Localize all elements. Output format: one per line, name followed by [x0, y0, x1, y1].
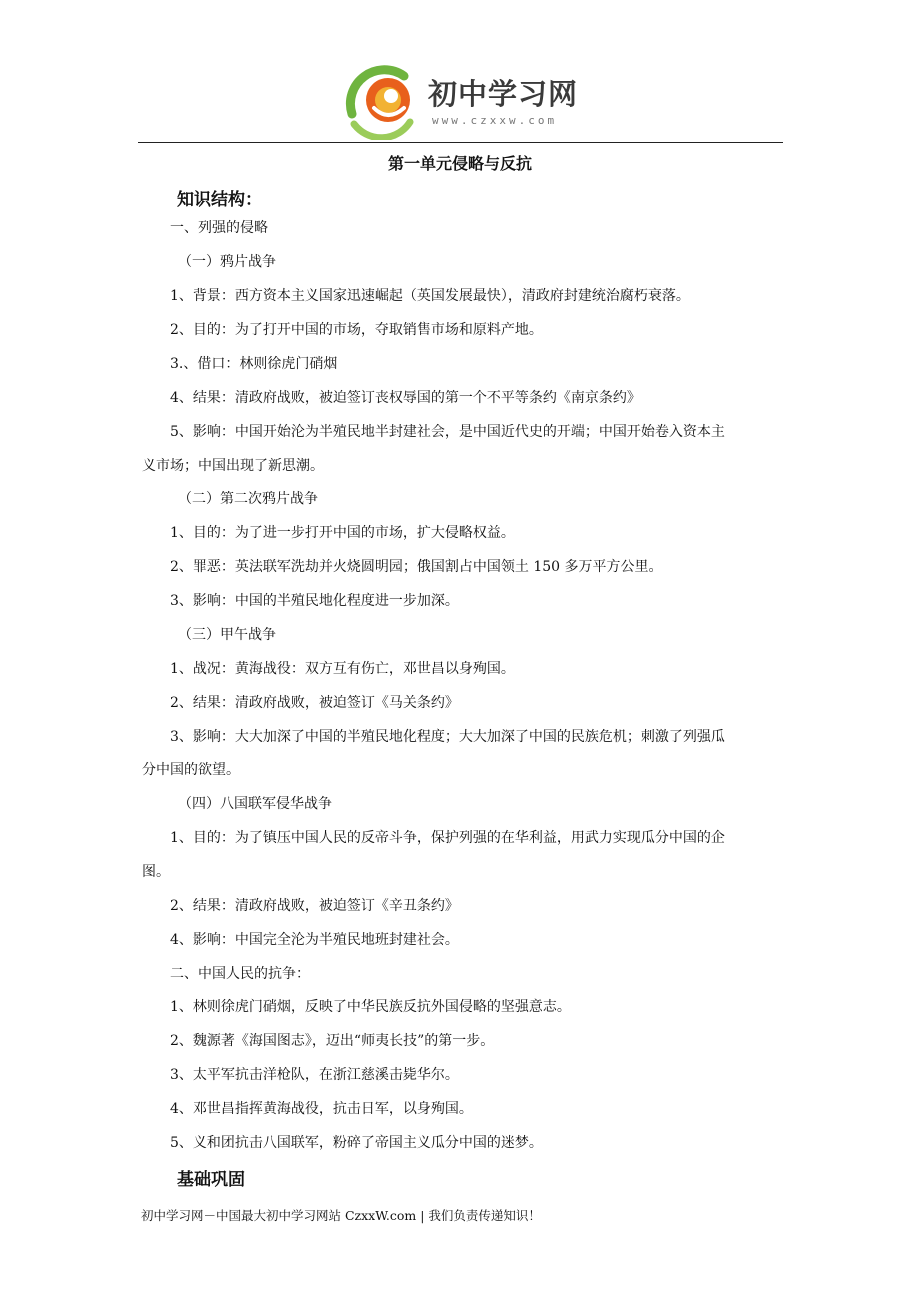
- text-line: 3、太平军抗击洋枪队，在浙江慈溪击毙华尔。: [170, 1067, 459, 1083]
- section-heading-knowledge: 知识结构：: [177, 190, 262, 210]
- text-line: 5、义和团抗击八国联军，粉碎了帝国主义瓜分中国的迷梦。: [170, 1135, 543, 1151]
- text-line: 4、邓世昌指挥黄海战役，抗击日军，以身殉国。: [170, 1101, 473, 1117]
- text-line: 2、目的：为了打开中国的市场，夺取销售市场和原料产地。: [170, 322, 543, 338]
- text-line: 二、中国人民的抗争：: [170, 966, 310, 982]
- logo-url[interactable]: www.czxxw.com: [432, 114, 558, 127]
- document-title: 第一单元侵略与反抗: [387, 154, 532, 173]
- site-logo[interactable]: [344, 64, 584, 140]
- text-line: （一）鸦片战争: [178, 254, 276, 270]
- text-line: 图。: [142, 864, 170, 880]
- text-line: 2、魏源著《海国图志》，迈出“师夷长技”的第一步。: [170, 1033, 495, 1049]
- text-line: 2、罪恶：英法联军洗劫并火烧圆明园；俄国割占中国领土 150 多万平方公里。: [170, 559, 663, 575]
- text-line: 3、影响：中国的半殖民地化程度进一步加深。: [170, 593, 459, 609]
- logo-emblem-icon: [344, 64, 424, 140]
- text-line: 1、林则徐虎门硝烟，反映了中华民族反抗外国侵略的坚强意志。: [170, 999, 571, 1015]
- page-footer: 初中学习网－中国最大初中学习网站 CzxxW.com | 我们负责传递知识！: [141, 1208, 541, 1223]
- text-line: （三）甲午战争: [178, 627, 276, 643]
- logo-title: 初中学习网: [428, 77, 579, 111]
- text-line: 1、目的：为了镇压中国人民的反帝斗争，保护列强的在华利益，用武力实现瓜分中国的企: [170, 830, 725, 846]
- text-line: 3.、借口：林则徐虎门硝烟: [170, 356, 338, 372]
- text-line: 1、背景：西方资本主义国家迅速崛起（英国发展最快），清政府封建统治腐朽衰落。: [170, 288, 690, 304]
- section-heading-basics: 基础巩固: [177, 1170, 245, 1190]
- text-line: 1、战况：黄海战役：双方互有伤亡，邓世昌以身殉国。: [170, 661, 515, 677]
- text-line: 一、列强的侵略: [170, 220, 268, 236]
- text-line: 义市场；中国出现了新思潮。: [142, 458, 324, 474]
- text-line: 3、影响：大大加深了中国的半殖民地化程度；大大加深了中国的民族危机；刺激了列强瓜: [170, 729, 725, 745]
- text-line: （二）第二次鸦片战争: [178, 491, 318, 507]
- text-line: 4、结果：清政府战败，被迫签订丧权辱国的第一个不平等条约《南京条约》: [170, 390, 641, 406]
- text-line: 5、影响：中国开始沦为半殖民地半封建社会，是中国近代史的开端；中国开始卷入资本主: [170, 424, 725, 440]
- text-line: 4、影响：中国完全沦为半殖民地班封建社会。: [170, 932, 459, 948]
- text-line: 分中国的欲望。: [142, 762, 240, 778]
- text-line: 2、结果：清政府战败，被迫签订《马关条约》: [170, 695, 459, 711]
- text-line: 2、结果：清政府战败，被迫签订《辛丑条约》: [170, 898, 459, 914]
- text-line: （四）八国联军侵华战争: [178, 796, 332, 812]
- text-line: 1、目的：为了进一步打开中国的市场，扩大侵略权益。: [170, 525, 515, 541]
- header-divider: [138, 142, 783, 143]
